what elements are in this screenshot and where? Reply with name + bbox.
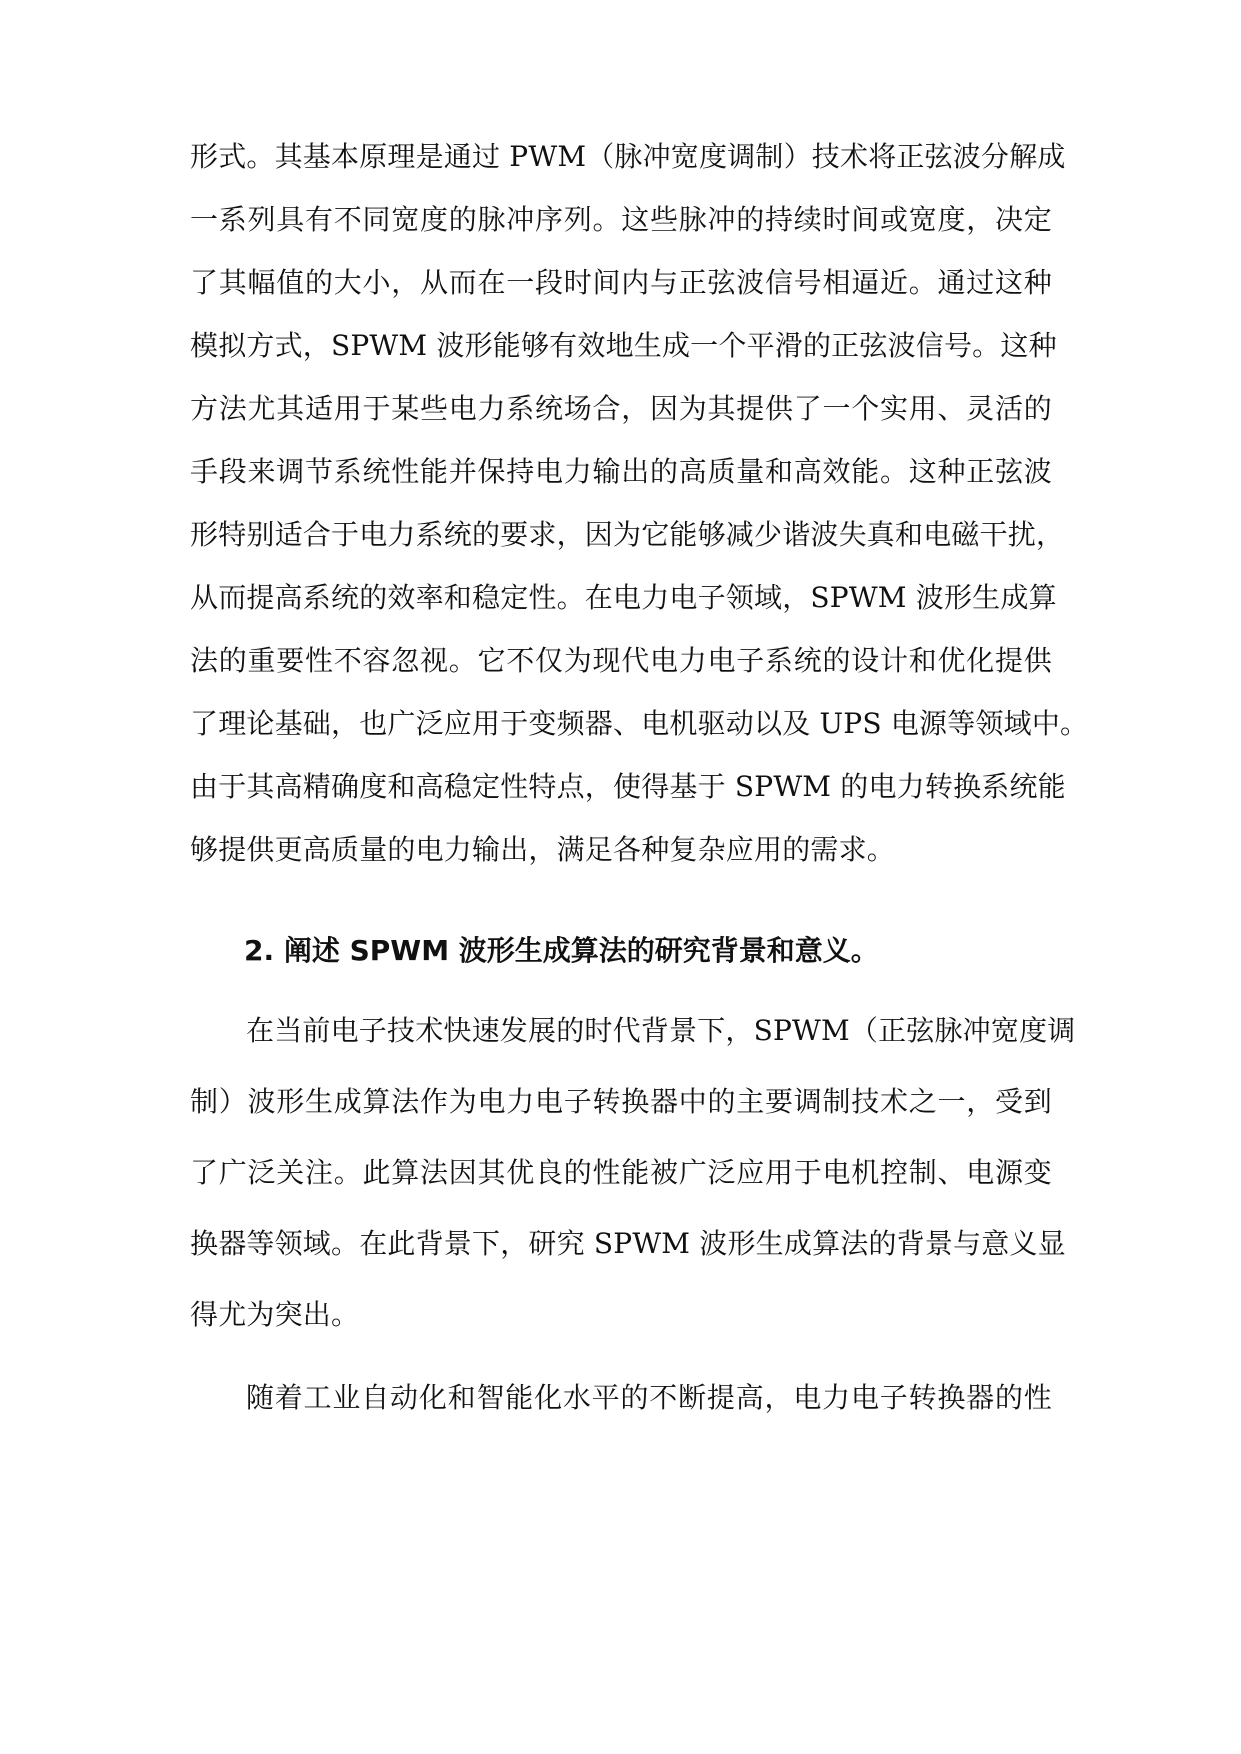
text-line: 制）波形生成算法作为电力电子转换器中的主要调制技术之一，受到 [190,1085,1052,1118]
text-line: 了理论基础，也广泛应用于变频器、电机驱动以及 UPS 电源等领域中。 [190,707,1089,740]
text-line: 法的重要性不容忽视。它不仅为现代电力电子系统的设计和优化提供 [190,644,1052,677]
text-line: 够提供更高质量的电力输出，满足各种复杂应用的需求。 [190,833,896,866]
text-line: 模拟方式，SPWM 波形能够有效地生成一个平滑的正弦波信号。这种 [190,329,1057,362]
text-line: 了其幅值的大小，从而在一段时间内与正弦波信号相逼近。通过这种 [190,266,1052,299]
text-line: 在当前电子技术快速发展的时代背景下，SPWM（正弦脉冲宽度调 [246,1014,1076,1047]
section-heading: 2. 阐述 SPWM 波形生成算法的研究背景和意义。 [244,934,879,967]
text-line: 形式。其基本原理是通过 PWM（脉冲宽度调制）技术将正弦波分解成 [190,140,1066,173]
text-line: 形特别适合于电力系统的要求，因为它能够减少谐波失真和电磁干扰， [190,518,1065,551]
text-line: 随着工业自动化和智能化水平的不断提高，电力电子转换器的性 [246,1381,1052,1414]
text-line: 换器等领域。在此背景下，研究 SPWM 波形生成算法的背景与意义显 [190,1227,1066,1260]
text-line: 得尤为突出。 [190,1298,360,1331]
text-line: 手段来调节系统性能并保持电力输出的高质量和高效能。这种正弦波 [190,455,1052,488]
text-line: 由于其高精确度和高稳定性特点，使得基于 SPWM 的电力转换系统能 [190,770,1066,803]
text-line: 了广泛关注。此算法因其优良的性能被广泛应用于电机控制、电源变 [190,1156,1052,1189]
text-line: 从而提高系统的效率和稳定性。在电力电子领域，SPWM 波形生成算 [190,581,1057,614]
text-line: 一系列具有不同宽度的脉冲序列。这些脉冲的持续时间或宽度，决定 [190,203,1052,236]
text-line: 方法尤其适用于某些电力系统场合，因为其提供了一个实用、灵活的 [190,392,1052,425]
